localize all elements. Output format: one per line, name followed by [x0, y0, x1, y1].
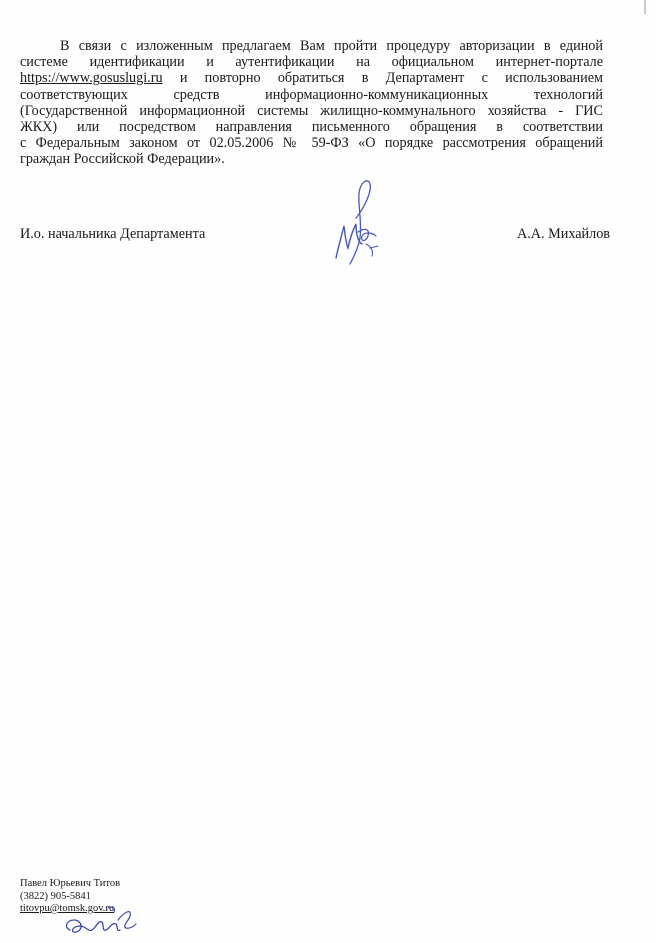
executor-name: Павел Юрьевич Титов	[20, 878, 121, 889]
paragraph-line-6: ЖКХ) или посредством направления письменного обращения в соответствии	[20, 118, 603, 135]
handwritten-initials	[62, 902, 138, 942]
signer-position: И.о. начальника Департамента	[20, 226, 206, 242]
executor-email[interactable]: titovpu@tomsk.gov.ru	[20, 903, 115, 914]
paragraph-line-3-rest: и повторно обратиться в Департамент с использованием	[179, 70, 603, 87]
handwritten-signature	[326, 178, 386, 266]
body-paragraph	[20, 38, 603, 168]
scan-edge-mark	[644, 0, 646, 14]
signature-row	[20, 226, 610, 246]
paragraph-line-3	[20, 70, 603, 86]
gosuslugi-link[interactable]: https://www.gosuslugi.ru	[20, 70, 163, 87]
signer-name: А.А. Михайлов	[516, 226, 610, 242]
paragraph-line-8: граждан Российской Федерации».	[20, 151, 225, 168]
paragraph-line-2: системе идентификации и аутентификации на официальном интернет-портале	[20, 54, 603, 71]
executor-phone: (3822) 905-5841	[20, 890, 91, 902]
paragraph-line-7: с Федеральным законом от 02.05.2006 № 59-ФЗ «О порядке рассмотрения обращений	[20, 135, 603, 152]
paragraph-line-1: В связи с изложенным предлагаем Вам пройти процедуру авторизации в единой	[60, 38, 603, 54]
paragraph-line-4: соответствующих средств информационно-коммуникационных технологий	[20, 86, 603, 103]
paragraph-line-5: (Государственной информационной системы жилищно-коммунального хозяйства - ГИС	[20, 102, 603, 119]
